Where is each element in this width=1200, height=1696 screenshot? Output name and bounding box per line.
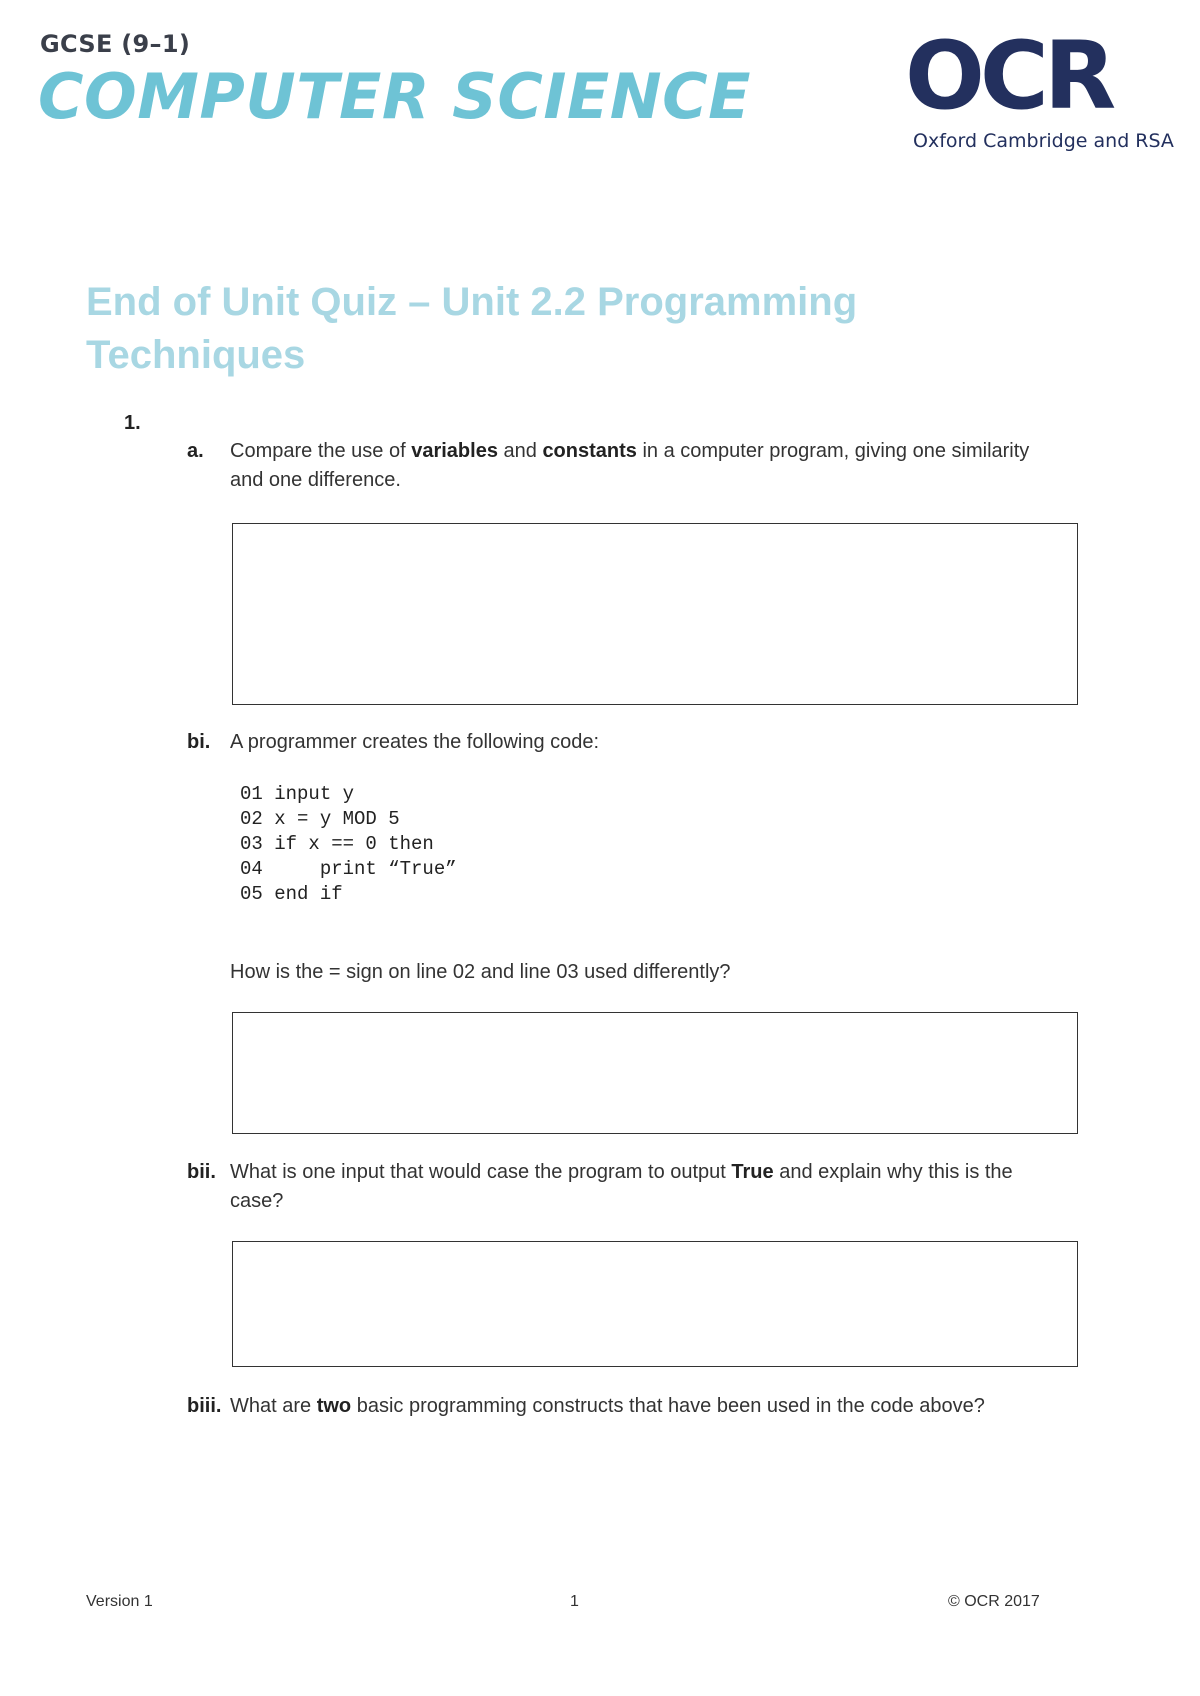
ocr-logo: [905, 22, 1174, 152]
code-listing: [240, 782, 457, 907]
code-line: 04 print “True”: [240, 858, 457, 880]
part-biii-text: What are two basic programming constructs that have been used in the code above?: [230, 1395, 985, 1417]
part-bi-prompt: How is the = sign on line 02 and line 03 used differently?: [230, 961, 731, 983]
footer-version: Version 1: [86, 1593, 153, 1610]
ocr-logo-subtitle: Oxford Cambridge and RSA: [913, 130, 1174, 152]
answer-box-a[interactable]: [232, 523, 1078, 705]
footer-copyright: © OCR 2017: [948, 1593, 1040, 1610]
document-title: End of Unit Quiz – Unit 2.2 Programming Techniques: [86, 280, 858, 377]
question-number: 1.: [124, 412, 141, 434]
ocr-logo-word: OCR: [905, 22, 1112, 131]
answer-box-bii[interactable]: [232, 1241, 1078, 1367]
part-biii-label: biii.: [187, 1395, 222, 1417]
answer-box-bi[interactable]: [232, 1012, 1078, 1134]
subject-title: COMPUTER SCIENCE: [38, 60, 751, 133]
code-line: 03 if x == 0 then: [240, 833, 434, 855]
part-a-label: a.: [187, 440, 204, 462]
two-term: two: [316, 1395, 352, 1417]
code-line: 05 end if: [240, 883, 343, 905]
part-a-text: Compare the use of variables and constants in a computer program, giving one similarity and one difference.: [230, 440, 1030, 491]
footer-page-number: 1: [570, 1593, 579, 1610]
code-line: 01 input y: [240, 783, 355, 805]
part-bii-text: What is one input that would case the program to output True and explain why this is the case?: [230, 1161, 1013, 1212]
part-bi-intro: A programmer creates the following code:: [230, 731, 600, 753]
constants-term: constants: [542, 440, 637, 462]
code-line: 02 x = y MOD 5: [240, 808, 400, 830]
part-bi-label: bi.: [187, 731, 211, 753]
qualification-label: GCSE (9–1): [40, 30, 191, 58]
part-bii-label: bii.: [187, 1161, 216, 1183]
variables-term: variables: [411, 440, 498, 462]
true-term: True: [731, 1161, 774, 1183]
